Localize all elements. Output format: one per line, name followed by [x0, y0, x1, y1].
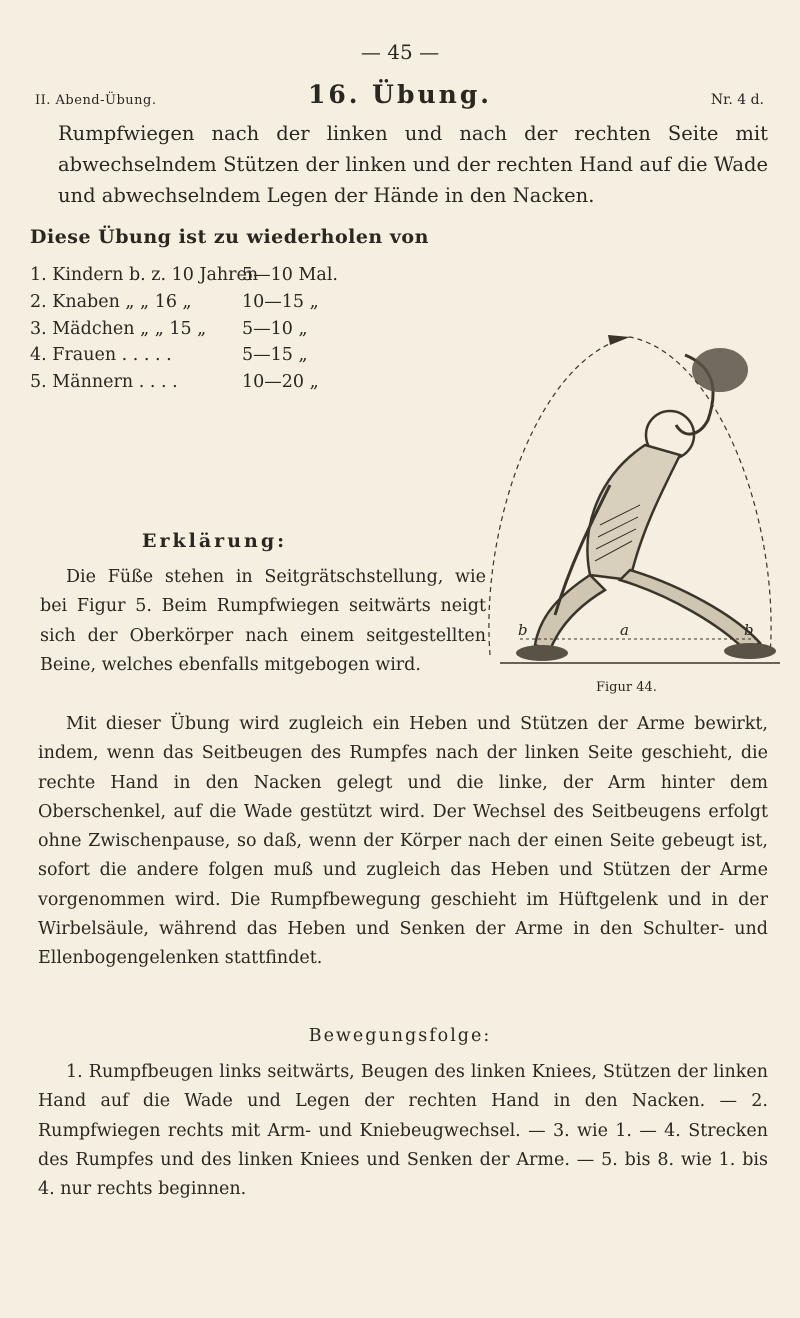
page-number: — 45 —: [360, 40, 440, 64]
repeat-group: 4. Frauen . . . . .: [30, 345, 172, 366]
repeat-group: 3. Mädchen „ „ 15 „: [30, 318, 207, 339]
exercise-description: Rumpfwiegen nach der linken und nach der rechten Seite mit abwechselndem Stützen der linken und der rechten Hand auf die Wade und abwechselndem Legen der Hände in den Nacken.: [58, 122, 768, 207]
exercise-title: 16. Übung.: [307, 80, 493, 109]
explanation-text: Die Füße stehen in Seitgrätschstellung, wie bei Figur 5. Beim Rumpfwiegen seitwärts neigt sich der Oberkörper nach einem seitgestellten Beine, welches ebenfalls mitgebogen wird.: [40, 567, 486, 675]
sequence-heading: Bewegungsfolge:: [308, 1026, 492, 1046]
repeat-count: 5—15 „: [242, 345, 308, 366]
repeat-count: 5—10 „: [242, 318, 308, 339]
repeat-group: 2. Knaben „ „ 16 „: [30, 291, 192, 312]
sequence-text: 1. Rumpfbeugen links seitwärts, Beugen des linken Kniees, Stützen der linken Hand auf die Wade und Legen der rechten Hand in den Nacken. — 2. Rumpfwiegen rechts mit Arm- und Kniebeugwechsel. — 3. wie 1. — 4. Strecken des Rumpfes und des linken Kniees und Senken der Arme. — 5. bis 8. wie 1. bis 4. nur rechts beginnen.: [38, 1062, 768, 1200]
repeat-heading: Diese Übung ist zu wiederholen von: [30, 226, 429, 248]
repeat-group: 1. Kindern b. z. 10 Jahren: [30, 265, 259, 285]
repeat-group: 5. Männern . . . .: [30, 372, 178, 393]
figure-label-a: a: [620, 621, 629, 639]
exercise-figure-illustration: [480, 325, 780, 675]
body-paragraph: Mit dieser Übung wird zugleich ein Heben und Stützen der Arme bewirkt, indem, wenn das Seitbeugen des Rumpfes nach der linken Seite geschieht, die rechte Hand in den Nacken gelegt und die linke, der Arm hinter dem Oberschenkel, auf die Wade gestützt wird. Der Wechsel des Seitbeugens erfolgt ohne Zwischenpause, so daß, wenn der Körper nach der einen Seite gebeugt ist, sofort die andere folgen muß und zugleich das Heben und Stützen der Arme vorgenommen wird. Die Rumpfbewegung geschieht im Hüftgelenk und in der Wirbelsäule, während das Heben und Senken der Arme in den Schulter- und Ellenbogengelenken stattfindet.: [38, 714, 768, 969]
repeat-count: 10—20 „: [242, 372, 319, 393]
exercise-number: Nr. 4 d.: [710, 92, 764, 108]
explanation-heading: Erklärung:: [142, 530, 288, 552]
figure-caption: Figur 44.: [596, 680, 657, 695]
figure-label-b-right: b: [744, 621, 754, 639]
figure-label-b-left: b: [518, 621, 528, 639]
repeat-count: 10—15 „: [242, 291, 319, 312]
repeat-count: 5—10 Mal.: [242, 265, 338, 285]
section-header: II. Abend-Übung.: [35, 93, 157, 108]
